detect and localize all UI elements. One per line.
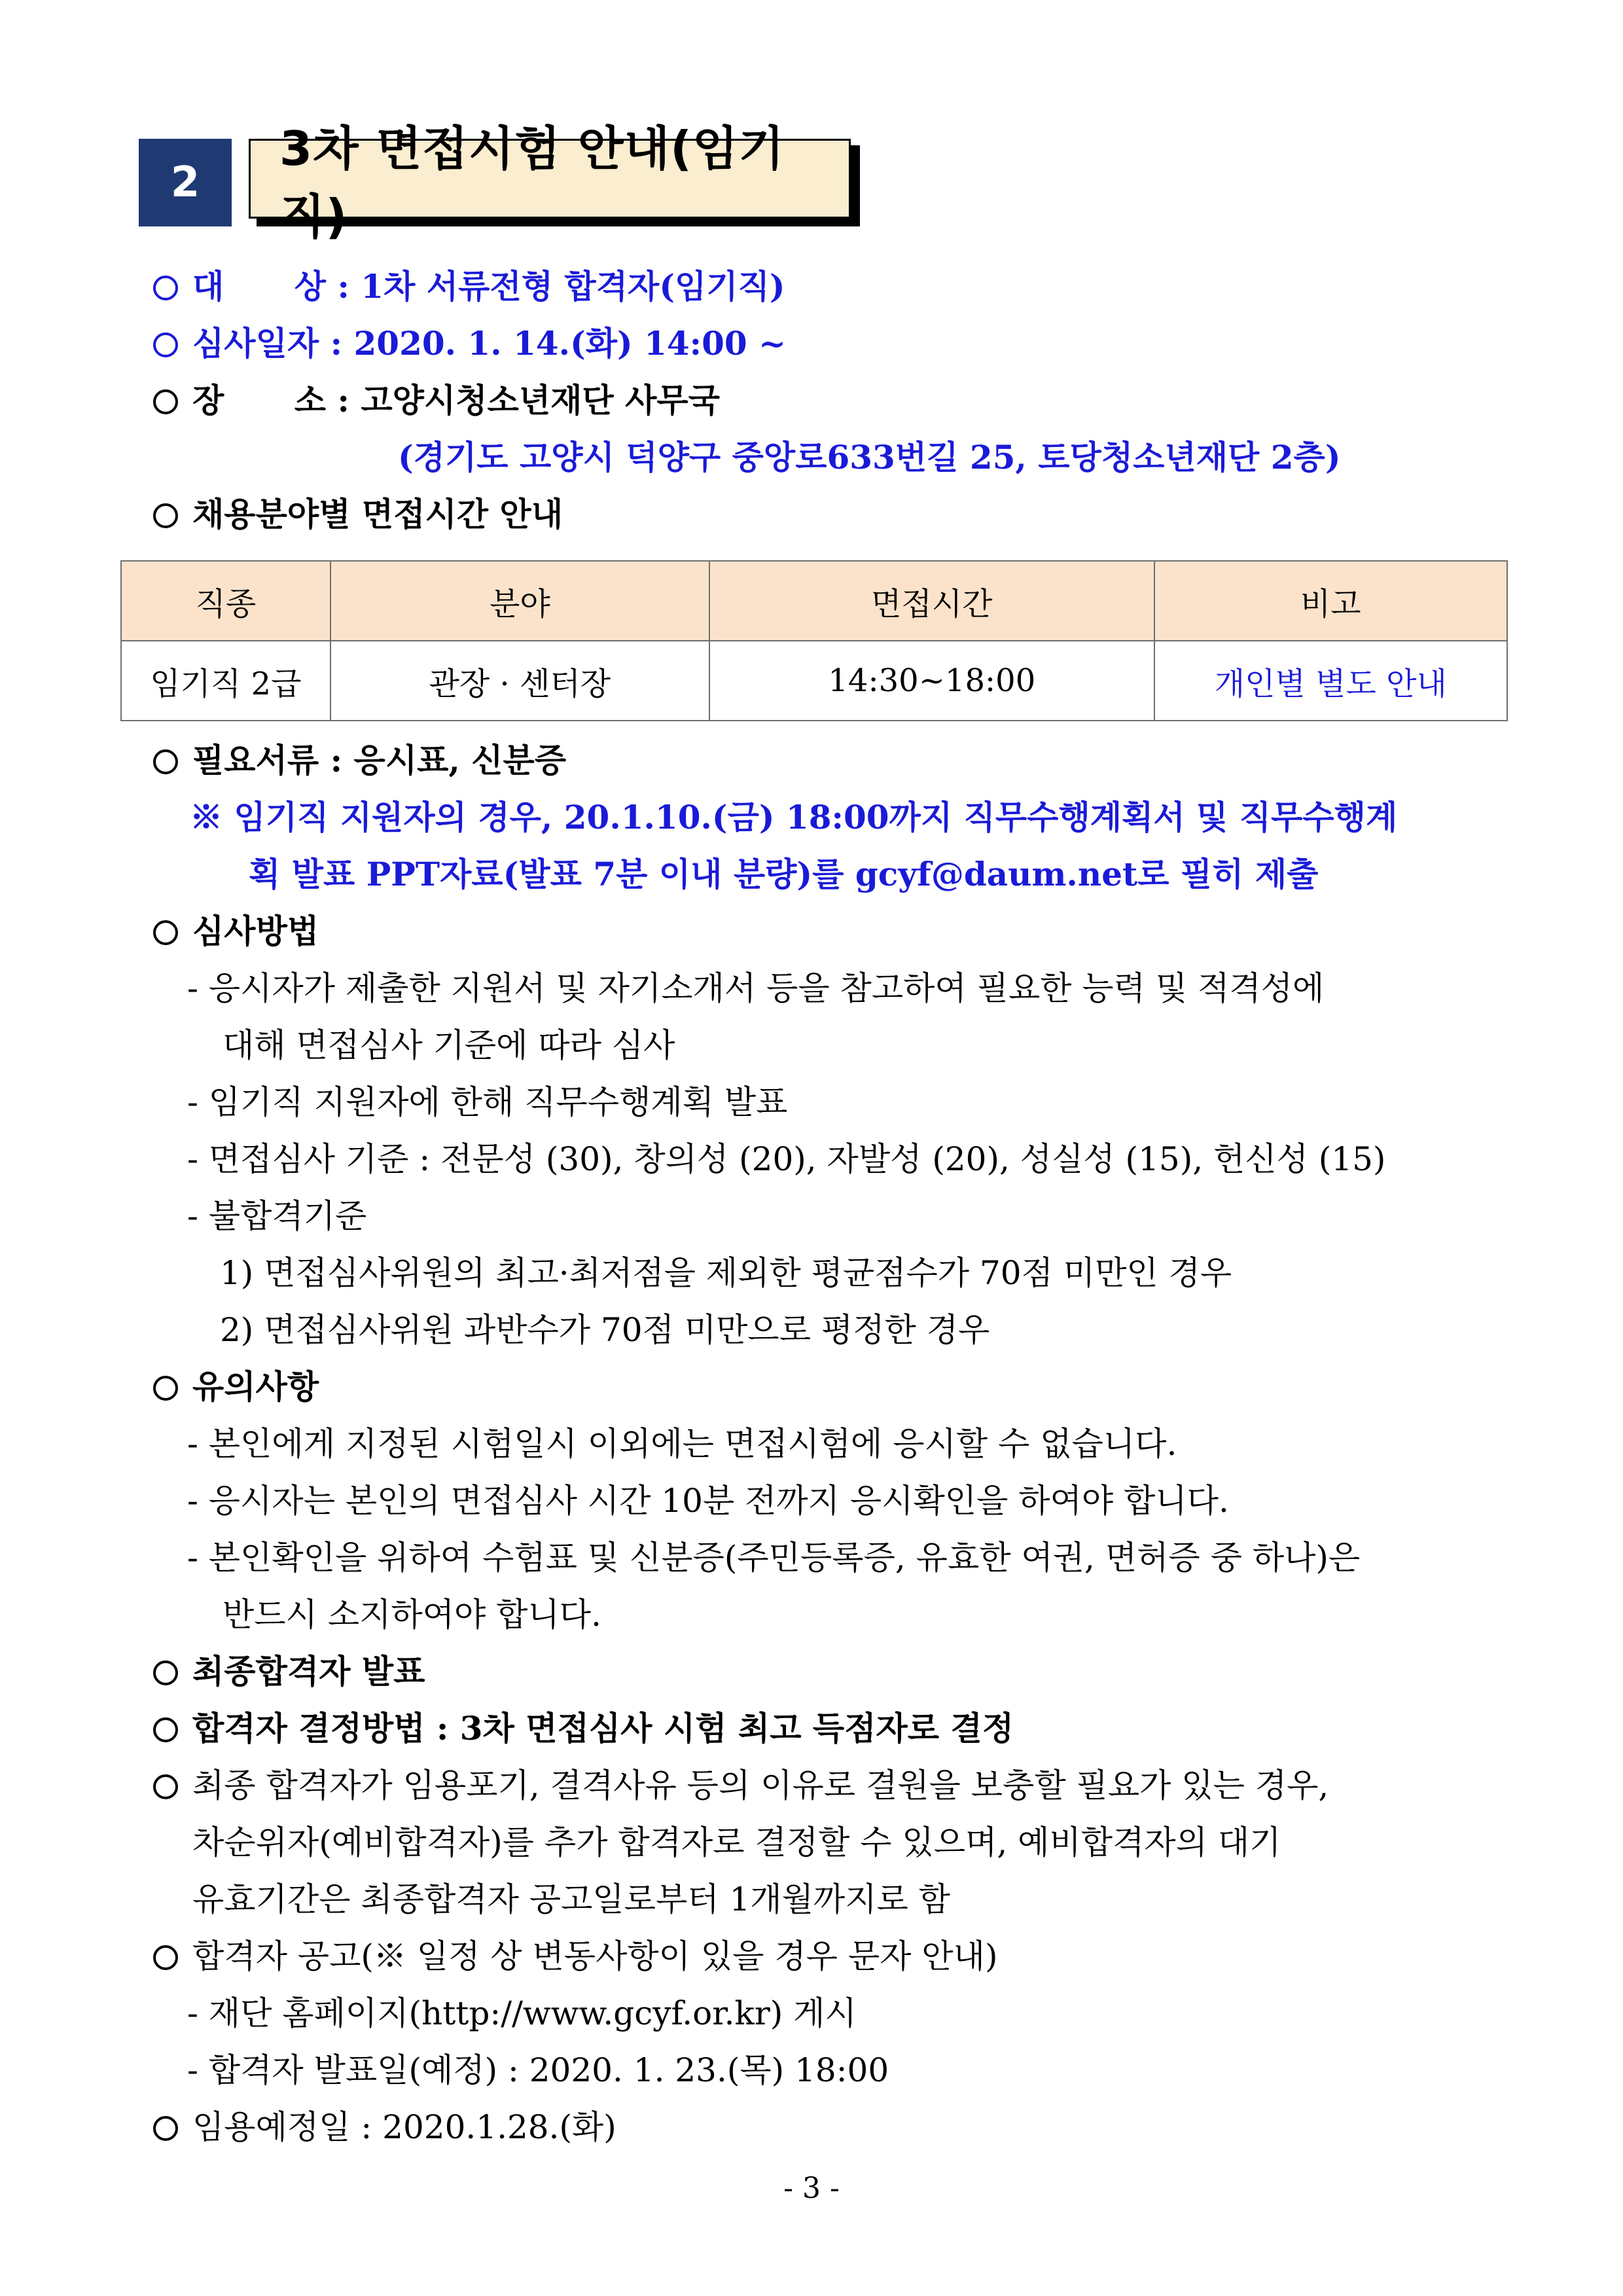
circle-bullet-icon (153, 276, 178, 300)
method-line3: - 임기직 지원자에 한해 직무수행계획 발표 (187, 1083, 788, 1121)
place-line (153, 381, 720, 420)
notice-heading: 유의사항 (192, 1367, 319, 1406)
date-value: 2020. 1. 14.(화) 14:00 ~ (353, 324, 787, 363)
announce-line2: - 재단 홈페이지(http://www.gcyf.or.kr) 게시 (187, 1994, 857, 2032)
schedule-table (120, 560, 1508, 721)
method-line4: - 면접심사 기준 : 전문성 (30), 창의성 (20), 자발성 (20), 성실성 (15), 헌신성 (15) (187, 1140, 1386, 1178)
decision-line (153, 1709, 1014, 1748)
circle-bullet-icon (153, 332, 178, 357)
method-heading-line (153, 912, 319, 951)
table-cell: 임기직 2급 (121, 641, 330, 721)
circle-bullet-icon (153, 1376, 178, 1401)
circle-bullet-icon (153, 1774, 178, 1799)
table-cell: 14:30~18:00 (709, 641, 1154, 721)
method-line6: 1) 면접심사위원의 최고·최저점을 제외한 평균점수가 70점 미만인 경우 (220, 1254, 1232, 1292)
reserve-line2: 차순위자(예비합격자)를 추가 합격자로 결정할 수 있으며, 예비합격자의 대기 (192, 1823, 1281, 1861)
notice-line2: - 응시자는 본인의 면접심사 시간 10분 전까지 응시확인을 하여야 합니다. (187, 1482, 1229, 1520)
appoint-line (153, 2108, 616, 2147)
table-header-cell: 비고 (1154, 561, 1507, 641)
table-header-cell: 면접시간 (709, 561, 1154, 641)
method-heading: 심사방법 (192, 912, 319, 950)
notice-line4: 반드시 소지하여야 합니다. (223, 1596, 601, 1634)
circle-bullet-icon (153, 1717, 178, 1742)
method-line1: - 응시자가 제출한 지원서 및 자기소개서 등을 참고하여 필요한 능력 및 적격성에 (187, 969, 1325, 1007)
reserve-text1: 최종 합격자가 임용포기, 결격사유 등의 이유로 결원을 보충할 필요가 있는 경우, (192, 1767, 1329, 1804)
final-heading-line (153, 1652, 425, 1691)
notice-heading-line (153, 1367, 319, 1407)
place-sep: : (337, 381, 349, 420)
method-line5: - 불합격기준 (187, 1197, 367, 1235)
decision-text: 합격자 결정방법 : 3차 면접심사 시험 최고 득점자로 결정 (192, 1709, 1014, 1748)
target-line (153, 267, 785, 306)
schedule-heading-line (153, 495, 563, 534)
circle-bullet-icon (153, 920, 178, 945)
method-line2: 대해 면접심사 기준에 따라 심사 (223, 1026, 675, 1064)
table-row (121, 641, 1507, 721)
docs-value: 응시표, 신분증 (353, 741, 567, 780)
place-value: 고양시청소년재단 사무국 (361, 381, 721, 420)
table-header-cell: 분야 (330, 561, 709, 641)
announce-line1 (153, 1937, 997, 1976)
date-label: 심사일자 (192, 324, 319, 363)
docs-label: 필요서류 (192, 741, 319, 780)
notice-line3: - 본인확인을 위하여 수험표 및 신분증(주민등록증, 유효한 여권, 면허증 중 하나)은 (187, 1539, 1361, 1577)
target-value: 1차 서류전형 합격자(임기직) (361, 267, 785, 306)
circle-bullet-icon (153, 749, 178, 774)
circle-bullet-icon (153, 1945, 178, 1970)
circle-bullet-icon (153, 2116, 178, 2141)
final-heading: 최종합격자 발표 (192, 1652, 425, 1691)
announce-text1: 합격자 공고(※ 일정 상 변동사항이 있을 경우 문자 안내) (192, 1937, 998, 1975)
section-number: 2 (139, 139, 232, 226)
schedule-heading: 채용분야별 면접시간 안내 (192, 495, 563, 533)
date-sep: : (330, 324, 343, 363)
table-header-row (121, 561, 1507, 641)
appoint-text: 임용예정일 : 2020.1.28.(화) (192, 2108, 616, 2146)
section-title: 3차 면접시험 안내(임기직) (249, 139, 851, 219)
announce-line3: - 합격자 발표일(예정) : 2020. 1. 23.(목) 18:00 (187, 2051, 889, 2089)
docs-line (153, 741, 566, 780)
page-number: - 3 - (783, 2172, 840, 2205)
target-label: 대 상 (192, 267, 327, 306)
table-cell: 관장 · 센터장 (330, 641, 709, 721)
target-sep: : (337, 267, 349, 306)
place-address: (경기도 고양시 덕양구 중앙로633번길 25, 토당청소년재단 2층) (398, 438, 1341, 476)
table-cell: 개인별 별도 안내 (1154, 641, 1507, 721)
reserve-line3: 유효기간은 최종합격자 공고일로부터 1개월까지로 함 (192, 1880, 950, 1918)
circle-bullet-icon (153, 1660, 178, 1685)
method-line7: 2) 면접심사위원 과반수가 70점 미만으로 평정한 경우 (220, 1311, 990, 1349)
place-label: 장 소 (192, 381, 327, 420)
docs-sep: : (330, 741, 343, 780)
reserve-line1 (153, 1766, 1329, 1805)
circle-bullet-icon (153, 503, 178, 528)
docs-note-line2: 획 발표 PPT자료(발표 7분 이내 분량)를 gcyf@daum.net로 필히 제출 (249, 855, 1319, 893)
circle-bullet-icon (153, 389, 178, 414)
table-header-cell: 직종 (121, 561, 330, 641)
date-line (153, 324, 786, 363)
notice-line1: - 본인에게 지정된 시험일시 이외에는 면접시험에 응시할 수 없습니다. (187, 1425, 1177, 1463)
docs-note-line1: ※ 임기직 지원자의 경우, 20.1.10.(금) 18:00까지 직무수행계획서 및 직무수행계 (190, 798, 1398, 836)
